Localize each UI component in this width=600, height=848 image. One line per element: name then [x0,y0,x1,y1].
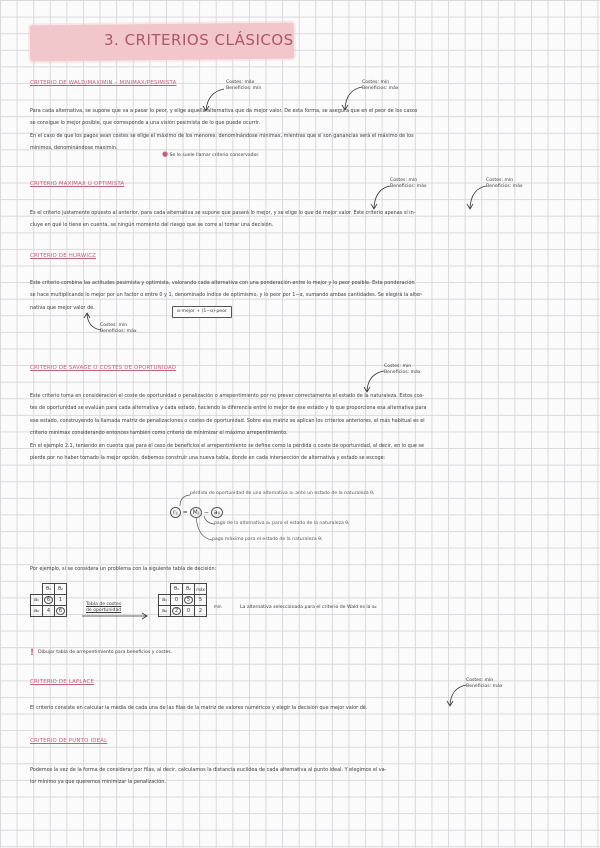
section-heading-ideal: CRITERIO DE PUNTO IDEAL [30,738,108,744]
maximax-note-left [390,178,427,190]
note-line: Beneficios: máx [466,684,503,690]
text-line: pierde por no haber tomado la mejor opción, debemos construir una nueva tabla, donde en cada intersección de alternativa y estado se escoge: [30,455,386,462]
table-row-header: a₁ [159,595,171,606]
table-row [159,606,207,617]
text-line: cluye en qué lo tiene en cuenta, se ningún momento del riesgo que se corre al tomar una decisión. [30,222,274,229]
text-line: Este criterio combina las actitudes pesimista y optimista, valorando cada alternativa con una ponderación entre lo mejor y lo peor posible. Esta ponderación [30,280,415,286]
arrow-icon [466,185,490,211]
text-line: criterio minimax considerando entonces también como criterio de minimizar el máximo arrepentimiento. [30,430,288,437]
text-line: Podemos la vez de la forma de considerar por filas, al decir, calculamos la distancia euclídea de cada alternativa al punto ideal. Y elegimos el va- [30,767,387,773]
note-line: Costes: mín [390,178,418,183]
table-row-header: a₂ [159,606,171,617]
min-label: mín [214,604,222,609]
text-line: Es el criterio justamente opuesto al anterior, para cada alternativa se supone que pasará lo mejor, y se elige lo que dé mejor valor. Este criterio apenas sí in- [30,210,416,216]
table-cell: 1 [55,595,67,606]
table-cell: 0 [183,606,195,617]
note-line: Costes: mín [100,323,128,328]
arrow-label-line: Tabla de costes [86,602,122,607]
table-cell [55,606,67,617]
note-line: Costes: mín [466,678,494,683]
table-row [31,595,67,606]
wald-paragraph [30,105,417,155]
text-line: se hace multiplicando lo mejor por un factor α entre 0 y 1, denominado índice de optimismo, y lo peor por 1−α, sumando ambas cantidades. Se elegirá la alter- [30,292,423,299]
note-line: Costes: mín [486,178,514,183]
maximax-note-right [486,178,523,190]
laplace-paragraph: El criterio consiste en calcular la media de cada una de las filas de la matriz de valores numéricos y elegir la decisión que mejor valor dé. [30,705,368,711]
text-line: lor mínimo ya que queremos minimizar la penalización. [30,779,166,786]
diagram-label: pago máximo para el estado de la naturaleza θⱼ [212,537,322,542]
diagram-label: pérdida de oportunidad de una alternativa a₁ ante un estado de la naturaleza θⱼ [190,491,374,496]
note-line: Costes: máx [226,80,255,85]
arrow-label-line: de oportunidad [86,608,122,614]
decision-table [30,583,67,617]
exclamation-icon: ! [30,648,35,658]
table-row-header: a₁ [31,595,43,606]
example-result: La alternativa seleccionada para el criterio de Wald es la a₂ [240,605,377,610]
table-row [159,595,207,606]
circled-value: 6 [56,607,65,615]
side-note-text: Se le suele llamar criterio conservador. [169,153,260,158]
table-col-header: θ₂ [183,584,195,595]
table-row [31,606,67,617]
table-cell-max: 5 [195,595,207,606]
note-line: Beneficios: máx [390,184,427,190]
note-line: Beneficios: máx [100,329,137,335]
table-col-header: θ₂ [55,584,67,595]
text-line: Para cada alternativa, se supone que va a pasar lo peor, y elige aquella alternativa que da mejor valor. De esta forma, se asegura que en el peor de los casos [30,108,418,114]
text-line: nativa que mejor valor dé. [30,304,95,311]
diagram-operator: = [182,509,188,516]
text-line: En el caso de que los pagos sean costes se elige el máximo de los menores: denominándose minimax, mientras que si son ganancias será el máximo de los [30,132,414,139]
hurwicz-note [100,323,137,335]
diagram-operator: − [203,509,209,516]
arrow-icon [84,312,104,334]
text-line: Este criterio toma en consideración el coste de oportunidad o penalización o arrepentimiento por no prever correctamente el estado de la naturaleza. Estos cos- [30,393,425,399]
circled-value: 5 [184,596,193,604]
table-header-row [31,584,67,595]
text-line: tes de oportunidad se evalúan para cada alternativa y cada estado, haciendo la diferencia entre lo mejor de ese estado y lo que proporciona esa alternativa para [30,405,427,412]
right-arrow-icon [82,612,152,620]
savage-note [384,364,421,376]
wald-side-note [162,151,259,159]
ideal-paragraph [30,764,386,789]
arrow-icon [446,684,470,708]
diagram-node: Mⱼ [190,507,202,518]
table-corner [31,584,43,595]
wald-note-right [362,80,399,92]
hurwicz-formula: α·mejor + (1−α)·peor [172,306,232,318]
table-cell [183,595,195,606]
diagram-node: aᵢⱼ [211,507,223,518]
note-line: Beneficios: máx [486,184,523,190]
wald-note-left [226,80,261,92]
circled-value: 2 [172,607,181,615]
note-line: Costes: mín [362,80,390,85]
note-line: Beneficios: máx [362,86,399,92]
table-col-header-max: máx [195,584,207,595]
section-heading-laplace: CRITERIO DE LAPLACE [30,679,95,685]
table-col-header: θ₁ [171,584,183,595]
table-cell: 0 [171,595,183,606]
diagram-label: pago de la alternativa a₁ para el estado de la naturaleza θⱼ [214,521,349,526]
tip-text: Dibujar tabla de arrepentimiento para beneficios y costes. [38,649,173,655]
table-cell: 4 [43,606,55,617]
page-title: 3. CRITERIOS CLÁSICOS [104,31,294,49]
text-line: En el ejemplo 2.1, teniendo en cuenta que para el caso de beneficios el arrepentimiento se define como la pérdida o coste de oportunidad, al decir, en lo que se [30,443,424,449]
regret-table [158,583,207,617]
text-line: se consigue lo mejor posible, que corresponde a una visión pesimista de lo que puede ocurrir. [30,120,261,127]
section-heading-hurwicz: CRITERIO DE HURWICZ [30,253,97,259]
text-line: ese estado, construyendo la llamada matriz de penalizaciones o costes de oportunidad. Sobre esa matriz se aplican los criterios anteriores, el más habitual es el [30,417,425,424]
note-line: Costes: mín [384,364,412,369]
section-heading-savage: CRITERIO DE SAVAGE O COSTES DE OPORTUNIDAD [30,365,177,371]
section-heading-maximax: CRITERIO MAXIMAX U OPTIMISTA [30,181,125,187]
table-header-row [159,584,207,595]
diagram-node: rᵢⱼ [170,507,181,518]
bullet-icon: ● [162,150,169,158]
text-line: mínimos, denominándose maximin. [30,145,118,152]
note-line: Beneficios: máx [384,370,421,376]
table-cell-max: 2 [195,606,207,617]
tip-row [30,648,172,658]
table-row-header: a₂ [31,606,43,617]
maximax-paragraph [30,207,416,232]
table-corner [159,584,171,595]
savage-paragraph-2 [30,440,424,465]
table-cell [171,606,183,617]
savage-paragraph [30,390,426,440]
table-cell [43,595,55,606]
laplace-note [466,678,503,690]
note-line: Beneficios: mín [226,86,262,92]
section-heading-wald: CRITERIO DE WALD/MAXIMIN – MINIMAX/PESIMISTA [30,80,177,86]
example-intro: Por ejemplo, si se considera un problema con la siguiente tabla de decisión: [30,566,217,572]
table-col-header: θ₁ [43,584,55,595]
circled-value: 6 [44,596,53,604]
